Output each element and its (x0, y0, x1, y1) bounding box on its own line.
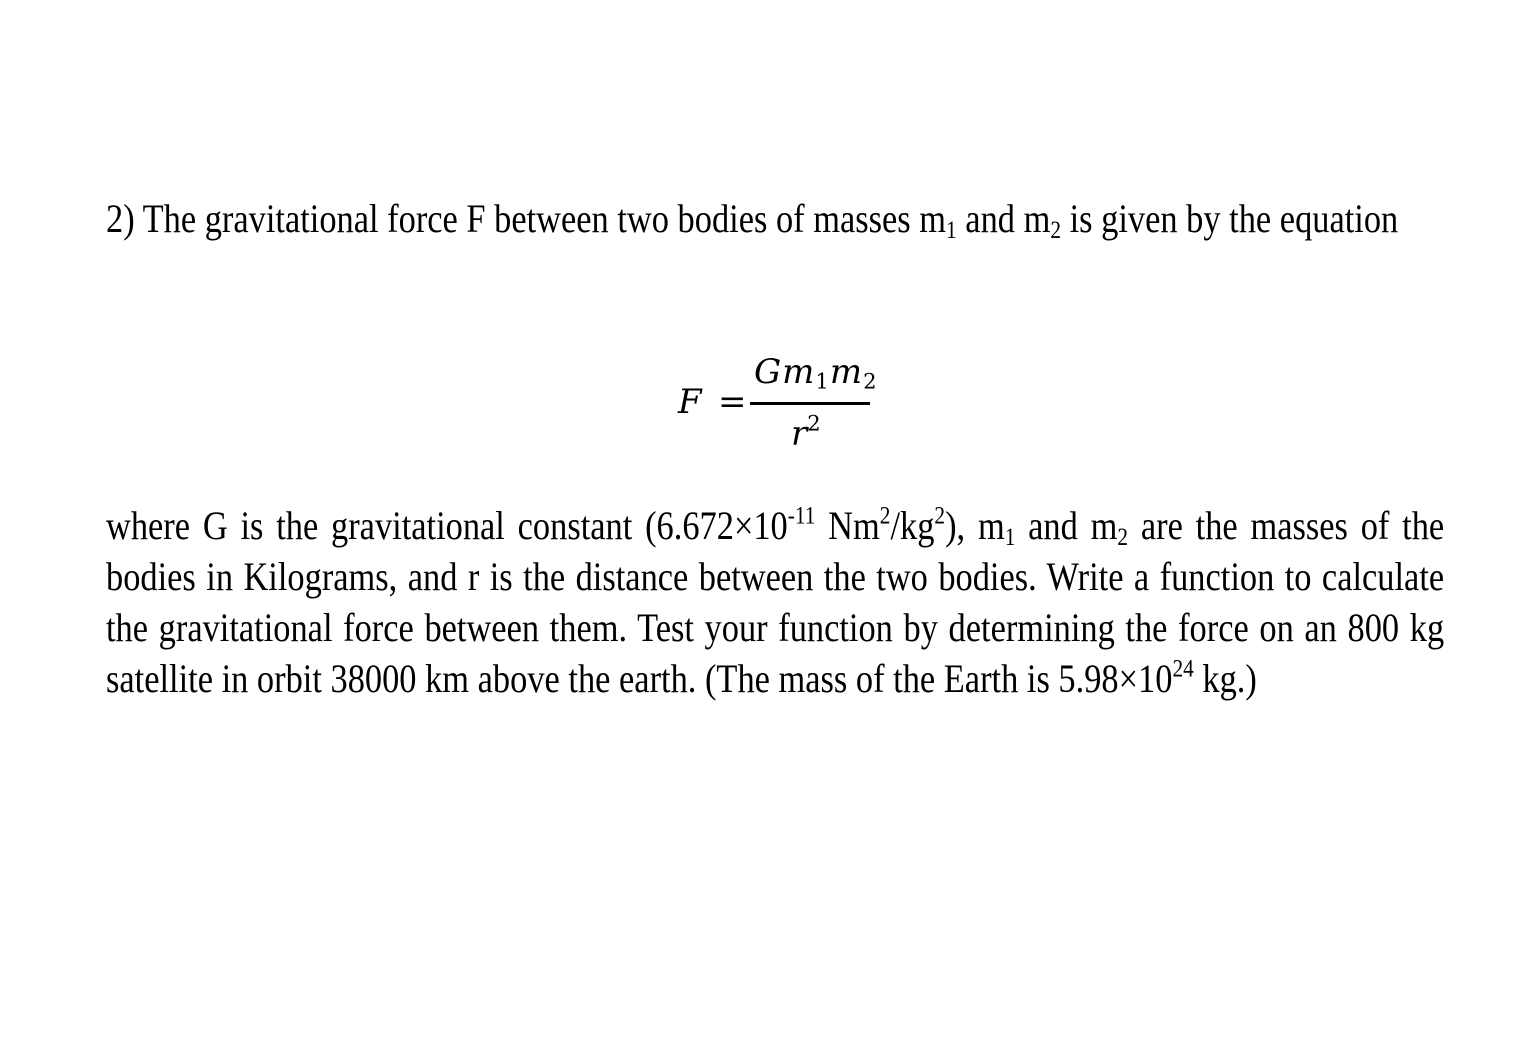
earth-mass-exponent: 24 (1172, 655, 1194, 683)
gravitational-force-equation (674, 346, 894, 456)
kg-exponent: 2 (934, 502, 946, 530)
numerator-subscript-1: 1 (815, 368, 830, 394)
equation-lhs: F (678, 382, 702, 422)
g-exponent: -11 (787, 502, 816, 530)
numerator-subscript-2: 2 (863, 368, 878, 394)
body-subscript-1: 1 (1004, 524, 1016, 552)
denominator-r: r (791, 414, 808, 454)
body-text-c: /kg (890, 503, 935, 548)
numerator-gm: Gm (754, 352, 816, 392)
problem-body (106, 500, 1444, 704)
equation-denominator (791, 410, 821, 454)
problem-intro (106, 193, 1444, 244)
body-text-g: kg.) (1193, 656, 1257, 701)
denominator-exponent: 2 (807, 410, 821, 436)
equation-numerator (754, 352, 878, 392)
intro-text-b: and m (956, 196, 1051, 241)
numerator-m: m (829, 352, 864, 392)
body-text-d: ), m (945, 503, 1005, 548)
intro-subscript-1: 1 (946, 217, 957, 245)
intro-subscript-2: 2 (1050, 217, 1062, 245)
body-text-e: and m (1015, 503, 1118, 548)
body-subscript-2: 2 (1117, 524, 1129, 552)
nm-exponent: 2 (879, 502, 891, 530)
intro-text-c: is given by the equation (1061, 196, 1399, 241)
fraction-bar (750, 402, 870, 405)
body-text-a: where G is the gravitational constant (6.672×10 (106, 503, 788, 548)
body-text-b: Nm (815, 503, 880, 548)
body-text-f: are the masses of the bodies in Kilograms, and r is the distance between the two bodies. Write a function to calculate the gravitational force between them. Test your function by determining the force on an 800 kg satellite in orbit 38000 km above the earth. (The mass of the Earth is 5.98×10 (106, 503, 1445, 701)
intro-text-a: 2) The gravitational force F between two bodies of masses m (106, 196, 947, 241)
equals-sign: = (718, 382, 747, 422)
